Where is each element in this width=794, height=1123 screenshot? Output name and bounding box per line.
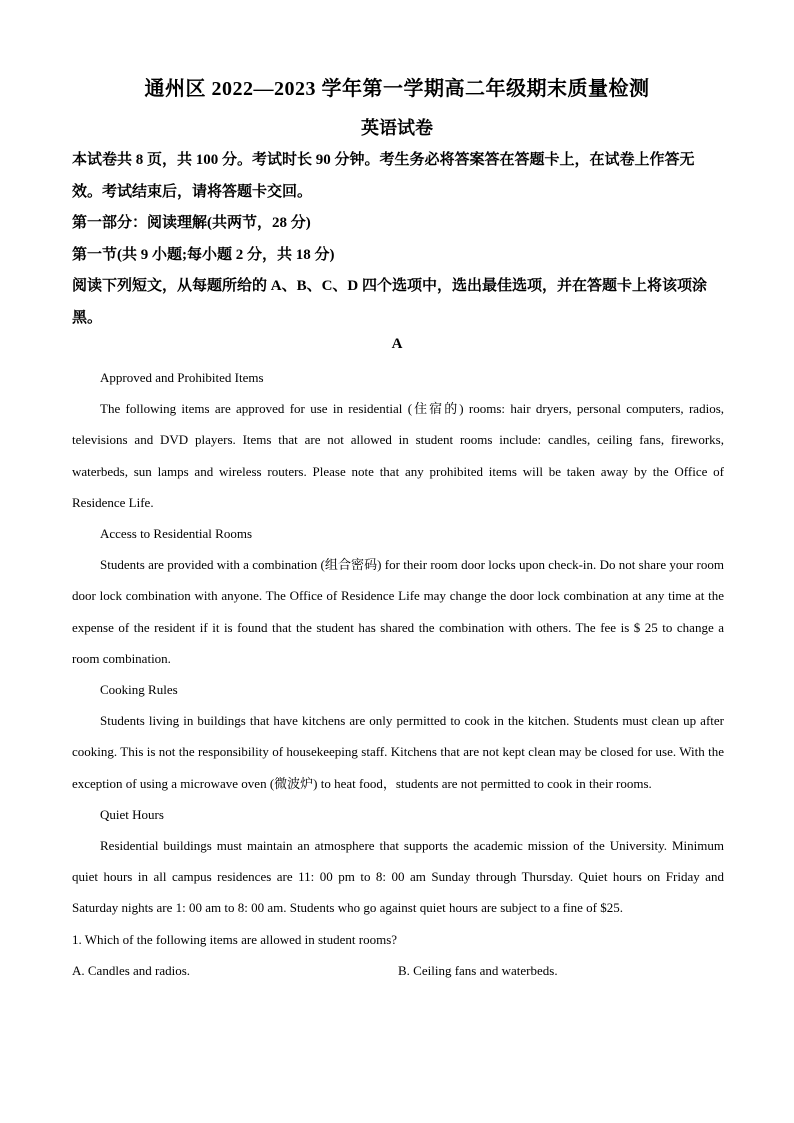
- passage-body: [72, 362, 724, 986]
- passage-label: A: [391, 336, 403, 352]
- part-heading: 第一部分：阅读理解(共两节，28 分): [72, 215, 311, 231]
- passage-paragraph-items: The following items are approved for use in residential (住宿的) rooms: hair dryers, personal computers, radios, televisions and DVD players. Items that are not allowed in student rooms include: candles, ceiling fans, fireworks, waterbeds, sun lamps and wireless routers. Please note that any prohibited items will be taken away by the Office of Residence Life.: [72, 401, 724, 510]
- option-b: B. Ceiling fans and waterbeds.: [398, 962, 558, 978]
- passage-heading-items: Approved and Prohibited Items: [100, 370, 264, 385]
- reading-instruction: 阅读下列短文，从每题所给的 A、B、C、D 四个选项中，选出最佳选项，并在答题卡上将该项涂黑。: [72, 278, 708, 326]
- passage-heading-quiet: Quiet Hours: [100, 806, 164, 822]
- option-a: A. Candles and radios.: [72, 962, 191, 978]
- passage-paragraph-cooking: Students living in buildings that have kitchens are only permitted to cook in the kitchen. Students must clean up after cooking. This is not the responsibility of housekeeping staff. Kitchens that are not kept clean may be closed for use. With the exception of using a microwave oven (微波炉) to heat food，students are not permitted to cook in their rooms.: [72, 713, 724, 791]
- exam-title: 通州区 2022—2023 学年第一学期高二年级期末质量检测: [144, 78, 650, 100]
- passage-paragraph-quiet: Residential buildings must maintain an atmosphere that supports the academic mission of the University. Minimum quiet hours in all campus residences are 11: 00 pm to 8: 00 am Sunday through Thursday. Quiet hours on Friday and Saturday nights are 1: 00 am to 8: 00 am. Students who go against quiet hours are subject to a fine of $25.: [72, 838, 724, 916]
- exam-subtitle: 英语试卷: [361, 118, 433, 138]
- section-heading: 第一节(共 9 小题;每小题 2 分，共 18 分): [72, 246, 335, 263]
- exam-instructions: [72, 145, 724, 334]
- passage-heading-cooking: Cooking Rules: [100, 682, 178, 698]
- question-stem: 1. Which of the following items are allowed in student rooms?: [72, 931, 398, 947]
- question-options: [72, 955, 724, 986]
- exam-info: 本试卷共 8 页，共 100 分。考试时长 90 分钟。考生务必将答案答在答题卡上，在试卷上作答无效。考试结束后，请将答题卡交回。: [72, 152, 695, 200]
- passage-heading-access: Access to Residential Rooms: [100, 526, 253, 542]
- passage-paragraph-access: Students are provided with a combination (组合密码) for their room door locks upon check-in. Do not share your room door lock combination with anyone. The Office of Residence Life may change the door lock combination at any time at the expense of the resident if it is found that the student has shared the combination with others. The fee is $ 25 to change a room combination.: [72, 557, 724, 666]
